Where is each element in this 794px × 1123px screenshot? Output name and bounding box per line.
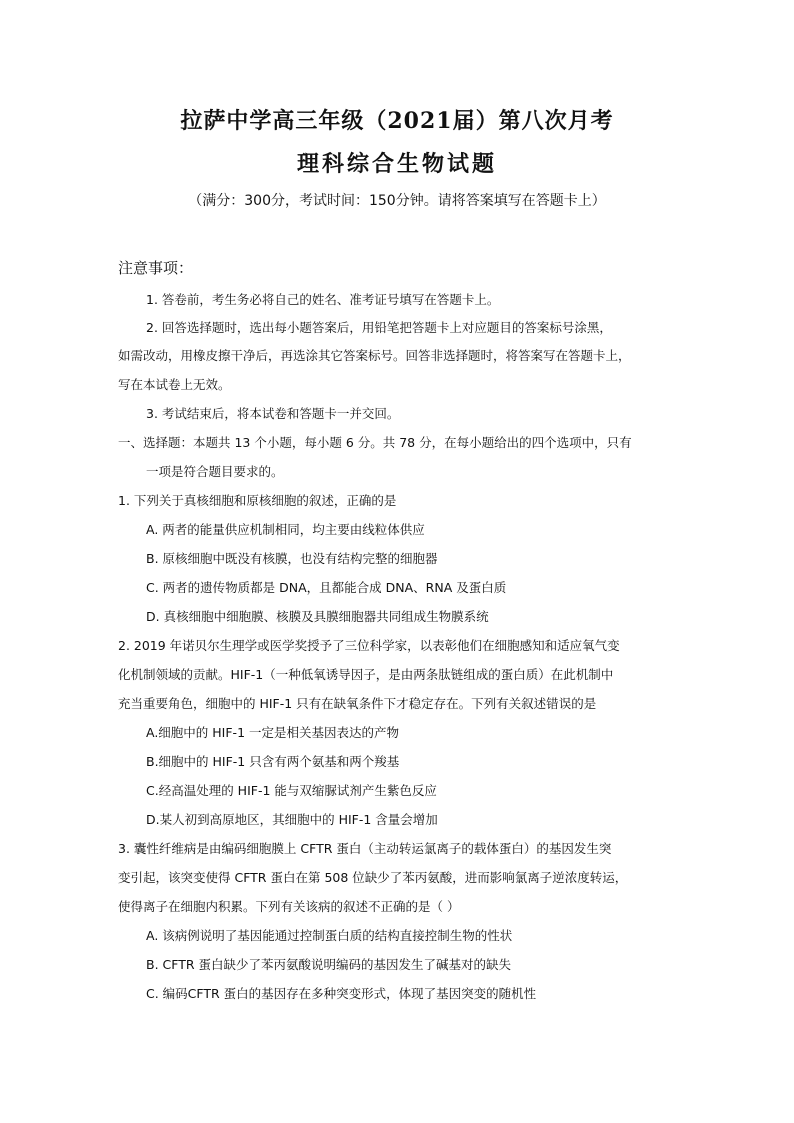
note-item: 写在本试卷上无效。 bbox=[118, 377, 231, 392]
question-1-option-c: C. 两者的遗传物质都是 DNA，且都能合成 DNA、RNA 及蛋白质 bbox=[146, 580, 507, 595]
question-3-stem: 3. 囊性纤维病是由编码细胞膜上 CFTR 蛋白（主动转运氯离子的载体蛋白）的基因发生突 bbox=[118, 841, 612, 856]
note-item: 如需改动，用橡皮擦干净后，再选涂其它答案标号。回答非选择题时，将答案写在答题卡上， bbox=[118, 348, 631, 363]
question-3-option-b: B. CFTR 蛋白缺少了苯丙氨酸说明编码的基因发生了碱基对的缺失 bbox=[146, 957, 512, 972]
exam-subtitle: 理科综合生物试题 bbox=[296, 151, 497, 177]
question-2-option-b: B.细胞中的 HIF-1 只含有两个氨基和两个羧基 bbox=[146, 754, 400, 769]
question-3-stem: 变引起，该突变使得 CFTR 蛋白在第 508 位缺少了苯丙氨酸，进而影响氯离子逆浓度转运， bbox=[118, 870, 628, 885]
question-1-option-d: D. 真核细胞中细胞膜、核膜及具膜细胞器共同组成生物膜系统 bbox=[146, 609, 489, 624]
note-item: 2. 回答选择题时，选出每小题答案后，用铅笔把答题卡上对应题目的答案标号涂黑， bbox=[146, 320, 612, 335]
question-2-option-c: C.经高温处理的 HIF-1 能与双缩脲试剂产生紫色反应 bbox=[146, 783, 437, 798]
note-item: 3. 考试结束后，将本试卷和答题卡一并交回。 bbox=[146, 406, 400, 421]
exam-meta: （满分：300分，考试时间：150分钟。请将答案填写在答题卡上） bbox=[188, 193, 606, 209]
question-2-stem: 化机制领域的贡献。HIF-1（一种低氧诱导因子，是由两条肽链组成的蛋白质）在此机制中 bbox=[118, 667, 614, 682]
question-1-stem: 1. 下列关于真核细胞和原核细胞的叙述，正确的是 bbox=[118, 493, 397, 508]
question-1-option-b: B. 原核细胞中既没有核膜，也没有结构完整的细胞器 bbox=[146, 551, 438, 566]
notes-heading: 注意事项： bbox=[118, 259, 194, 277]
question-2-stem: 充当重要角色，细胞中的 HIF-1 只有在缺氧条件下才稳定存在。下列有关叙述错误的是 bbox=[118, 696, 597, 711]
exam-title: 拉萨中学高三年级（2021届）第八次月考 bbox=[180, 108, 614, 134]
question-2-option-d: D.某人初到高原地区，其细胞中的 HIF-1 含量会增加 bbox=[146, 812, 438, 827]
section-heading-cont: 一项是符合题目要求的。 bbox=[146, 464, 284, 479]
question-3-option-a: A. 该病例说明了基因能通过控制蛋白质的结构直接控制生物的性状 bbox=[146, 928, 513, 943]
question-2-stem: 2. 2019 年诺贝尔生理学或医学奖授予了三位科学家，以表彰他们在细胞感知和适应氧气变 bbox=[118, 638, 620, 653]
note-item: 1. 答卷前，考生务必将自己的姓名、准考证号填写在答题卡上。 bbox=[146, 292, 500, 307]
question-3-stem: 使得离子在细胞内积累。下列有关该病的叙述不正确的是（ ） bbox=[118, 899, 460, 914]
question-3-option-c: C. 编码CFTR 蛋白的基因存在多种突变形式，体现了基因突变的随机性 bbox=[146, 986, 537, 1001]
question-1-option-a: A. 两者的能量供应机制相同，均主要由线粒体供应 bbox=[146, 522, 425, 537]
section-heading: 一、选择题：本题共 13 个小题，每小题 6 分。共 78 分，在每小题给出的四个选项中，只有 bbox=[118, 435, 632, 450]
question-2-option-a: A.细胞中的 HIF-1 一定是相关基因表达的产物 bbox=[146, 725, 399, 740]
